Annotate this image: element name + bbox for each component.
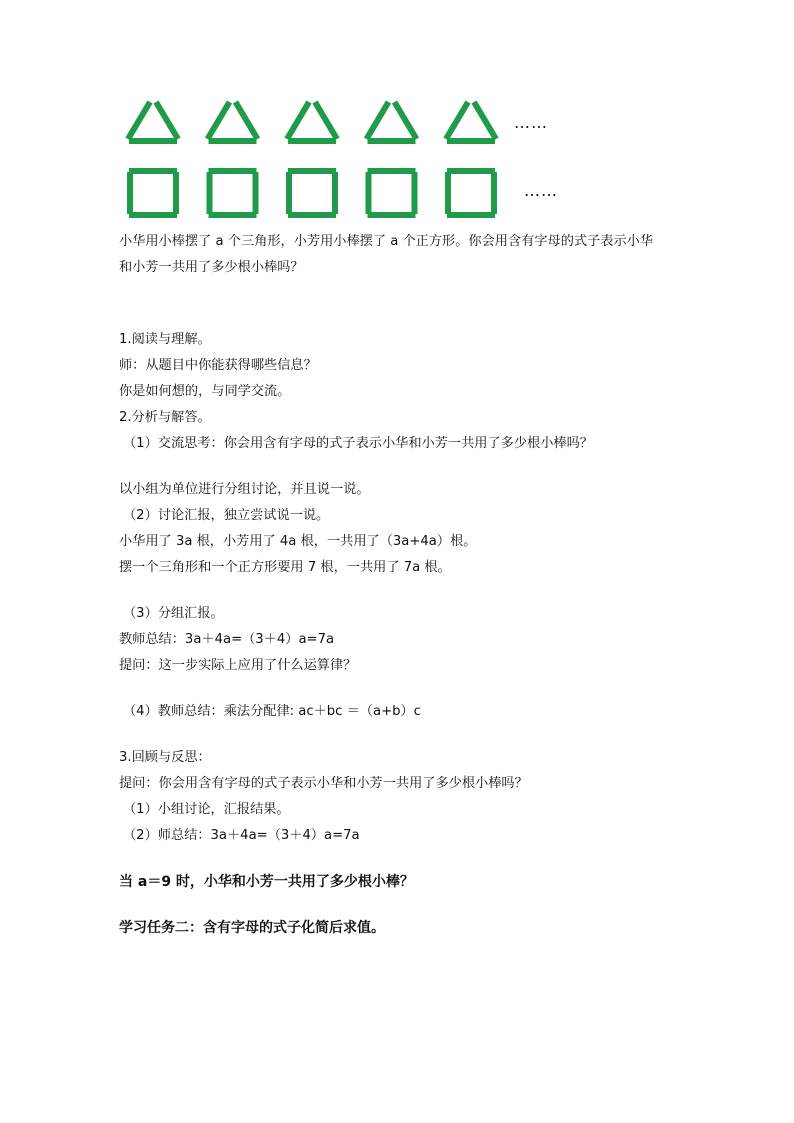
matchstick-figure [0,0,794,230]
matchstick [128,102,150,139]
matchstick [208,102,230,139]
square-row-ellipsis: …… [524,181,558,200]
matchstick [474,102,496,139]
square-shape [209,171,257,215]
step-2-summary: 教师总结：3a＋4a=（3＋4）a=7a [119,632,335,647]
matchstick-shapes [0,0,794,230]
matchstick [236,102,258,139]
matchstick [156,102,178,139]
step-2-item-3: （3）分组汇报。 [123,606,224,621]
matchstick [315,102,337,139]
triangle-row-ellipsis: …… [514,113,548,132]
triangle-shape [287,102,337,141]
step-3-heading: 3.回顾与反思： [119,750,211,765]
square-shape [288,171,336,215]
square-shape [447,171,495,215]
step-2-answer-1: 小华用了 3a 根，小芳用了 4a 根，一共用了（3a+4a）根。 [119,534,477,549]
task-two-title: 学习任务二：含有字母的式子化简后求值。 [119,920,385,936]
step-1-heading: 1.阅读与理解。 [119,332,211,347]
problem-line-1: 小华用小棒摆了 a 个三角形，小芳用小棒摆了 a 个正方形。你会用含有字母的式子表示小华 [119,234,654,249]
evaluation-question: 当 a＝9 时，小华和小芳一共用了多少根小棒？ [119,874,414,890]
triangle-shape [128,102,178,141]
triangle-shape [446,102,496,141]
step-1-prompt: 你是如何想的，与同学交流。 [119,384,291,399]
matchstick [367,102,389,139]
step-2-heading: 2.分析与解答。 [119,410,211,425]
step-3-item-2: （2）师总结：3a＋4a=（3＋4）a=7a [123,828,360,843]
step-2-item-4: （4）教师总结：乘法分配律: ac＋bc ＝（a+b）c [123,704,421,719]
matchstick [446,102,468,139]
document-body [119,229,689,941]
step-3-question: 提问：你会用含有字母的式子表示小华和小芳一共用了多少根小棒吗？ [119,776,528,791]
square-shape [129,171,177,215]
step-2-question: 提问：这一步实际上应用了什么运算律？ [119,658,357,673]
matchstick [395,102,417,139]
step-2-answer-2: 摆一个三角形和一个正方形要用 7 根，一共用了 7a 根。 [119,560,451,575]
problem-line-2: 和小芳一共用了多少根小棒吗？ [119,260,304,275]
step-2-item-1: （1）交流思考：你会用含有字母的式子表示小华和小芳一共用了多少根小棒吗？ [123,436,593,451]
matchstick [287,102,309,139]
square-shape [368,171,416,215]
step-2-group-note: 以小组为单位进行分组讨论，并且说一说。 [119,482,370,497]
triangle-shape [208,102,258,141]
step-3-item-1: （1）小组讨论，汇报结果。 [123,802,290,817]
step-2-item-2: （2）讨论汇报，独立尝试说一说。 [123,508,330,523]
triangle-shape [367,102,417,141]
step-1-question: 师：从题目中你能获得哪些信息？ [119,358,317,373]
